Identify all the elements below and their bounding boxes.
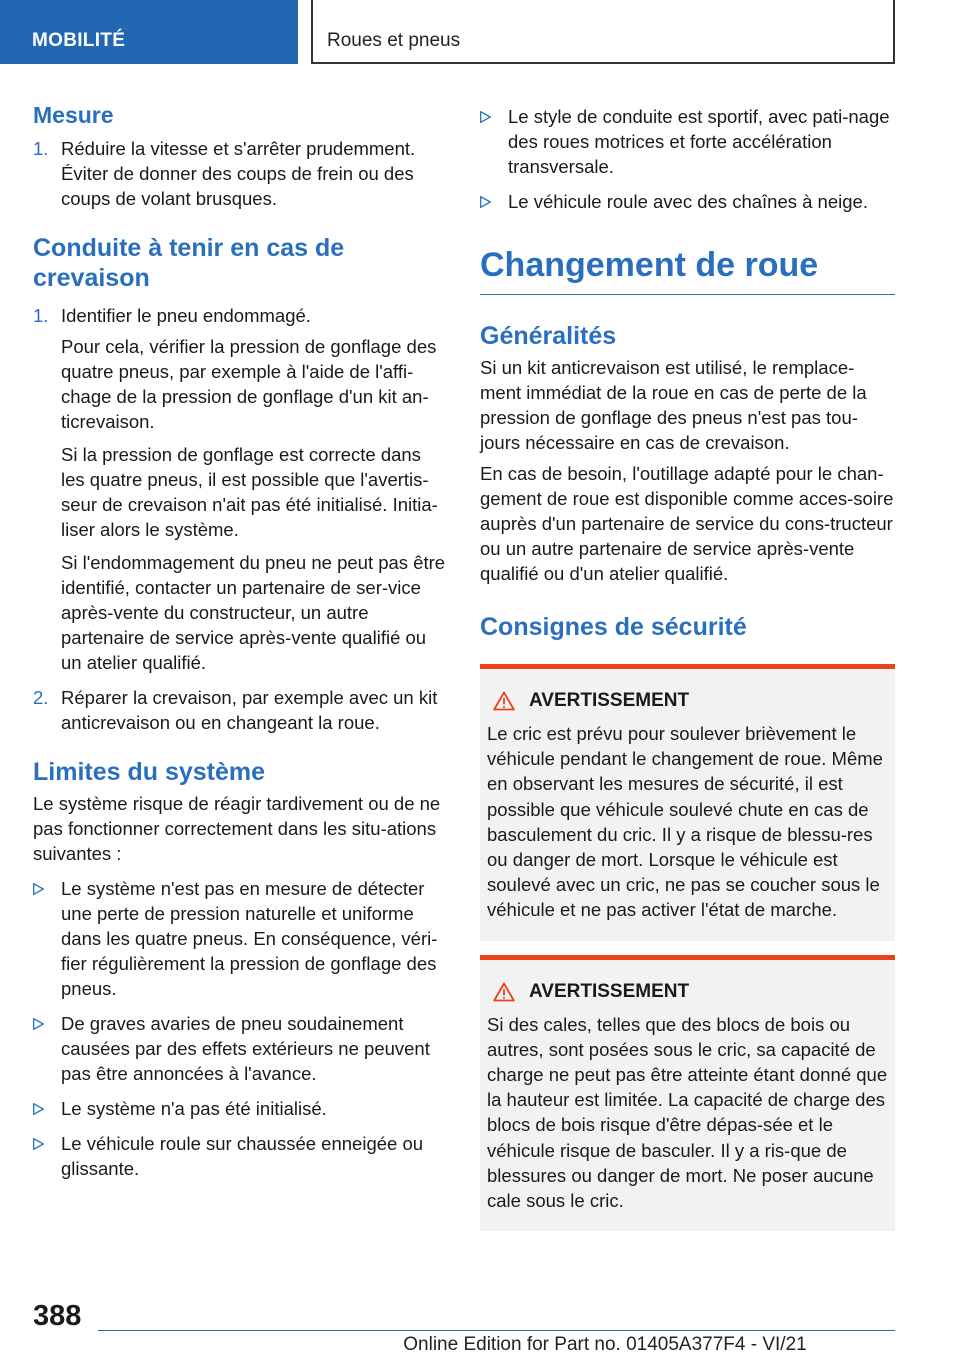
section-tab (0, 0, 298, 64)
conduite-step-2 (33, 685, 449, 735)
warning-text: Le cric est prévu pour soulever brièvement le véhicule pendant le changement de roue. Même en observant les mesures de sécurité, il est possible que véhicule soulevé chute en cas de basculement du cric. Il y a risque de blessu-res ou danger de mort. Lorsque le véhicule est soulevé avec un cric, ne pas se coucher sous le véhicule et ne pas activer l'état de marche. (487, 723, 883, 921)
warning-box (480, 955, 895, 1232)
list-item-text: Le véhicule roule avec des chaînes à neige. (508, 191, 868, 212)
limites-intro: Le système risque de réagir tardivement ou de ne pas fonctionner correctement dans les situ-ations suivantes : (33, 793, 441, 864)
step-title: Identifier le pneu endommagé. (61, 305, 311, 326)
list-item-text: Le système n'a pas été initialisé. (61, 1098, 327, 1119)
footer-edition: Online Edition for Part no. 01405A377F4 - VI/21 (403, 1334, 807, 1355)
section-title: MOBILITÉ (32, 30, 126, 51)
limites-heading: Limites du système (33, 758, 266, 786)
triangle-bullet-icon (33, 1103, 44, 1115)
left-column (33, 100, 449, 1181)
warning-title (487, 689, 888, 713)
page-number: 388 (33, 1300, 82, 1332)
step-number: 2. (33, 687, 49, 708)
chapter-tab (311, 0, 895, 64)
triangle-bullet-icon (33, 1138, 44, 1150)
warning-box (480, 664, 895, 941)
warning-triangle-icon (493, 982, 515, 1002)
footer-divider (98, 1330, 895, 1331)
step-text: Réduire la vitesse et s'arrêter prudemment. Éviter de donner des coups de frein ou des coups de volant brusques. (61, 138, 416, 209)
list-item-text: De graves avaries de pneu soudainement causées par des effets extérieurs ne peuvent pas être annoncées à l'avance. (61, 1013, 430, 1084)
warning-text: Si des cales, telles que des blocs de bois ou autres, sont posées sous le cric, sa capacité de charge ne peut pas être atteinte étant donné que la hauteur est limitée. La capacité de charge des blocs de bois risque d'être dépas-sée et le véhicule risque de basculer. Il y a ris-que de blessures ou danger de mort. Ne poser aucune cale sous le cric. (487, 1013, 888, 1212)
right-column (480, 100, 895, 1231)
triangle-bullet-icon (33, 883, 44, 895)
conduite-step-1 (33, 303, 449, 675)
list-item-text: Le système n'est pas en mesure de détecter une perte de pression naturelle et uniforme dans les quatre pneus. En conséquence, véri-fier régulièrement la pression de gonflage des pneus. (61, 878, 438, 999)
chapter-title: Roues et pneus (327, 30, 461, 51)
conduite-heading: Conduite à tenir en cas de crevaison (33, 234, 345, 292)
list-item (480, 189, 895, 214)
triangle-bullet-icon (480, 111, 491, 123)
step-paragraph: Pour cela, vérifier la pression de gonflage des quatre pneus, par exemple à l'aide de l'affi-chage de la pression de gonflage d'un kit an-ticrevaison. (61, 336, 437, 432)
step-number: 1. (33, 138, 49, 159)
mesure-step-1 (33, 136, 449, 211)
list-item-text: Le style de conduite est sportif, avec pati-nage des roues motrices et forte accélération transversale. (508, 106, 890, 177)
consignes-heading: Consignes de sécurité (480, 613, 747, 641)
step-paragraph: Si la pression de gonflage est correcte dans les quatre pneus, il est possible que l'avertis-seur de crevaison n'ait pas été initialisé. Initia-liser alors le système. (61, 444, 438, 540)
generalites-paragraph: Si un kit anticrevaison est utilisé, le remplace-ment immédiat de la roue en cas de perte de la pression de gonflage des pneus n'est pas tou-jours nécessaire en cas de crevaison. (480, 357, 867, 453)
step-paragraph: Si l'endommagement du pneu ne peut pas être identifié, contacter un partenaire de ser-vice après-vente du constructeur, un autre partenaire de service après-vente qualifié ou un atelier qualifié. (61, 552, 446, 673)
generalites-paragraph: En cas de besoin, l'outillage adapté pour le chan-gement de roue est disponible comme acces-soire auprès d'un partenaire de service du cons-tructeur ou un autre partenaire de service après-vente qualifié ou d'un atelier qualifié. (480, 463, 894, 584)
list-item (33, 1011, 449, 1086)
generalites-heading: Généralités (480, 322, 617, 350)
step-text: Réparer la crevaison, par exemple avec un kit anticrevaison ou en changeant la roue. (61, 687, 438, 733)
list-item (33, 1096, 449, 1121)
warning-triangle-icon (493, 691, 515, 711)
triangle-bullet-icon (480, 196, 491, 208)
warning-title (487, 980, 888, 1004)
step-number: 1. (33, 305, 49, 326)
warning-label: AVERTISSEMENT (529, 980, 690, 1002)
mesure-heading: Mesure (33, 102, 114, 128)
list-item (33, 1131, 449, 1181)
triangle-bullet-icon (33, 1018, 44, 1030)
changement-heading: Changement de roue (480, 244, 895, 295)
warning-label: AVERTISSEMENT (529, 690, 690, 711)
list-item-text: Le véhicule roule sur chaussée enneigée ou glissante. (61, 1133, 424, 1179)
list-item (480, 104, 895, 179)
list-item (33, 876, 449, 1001)
